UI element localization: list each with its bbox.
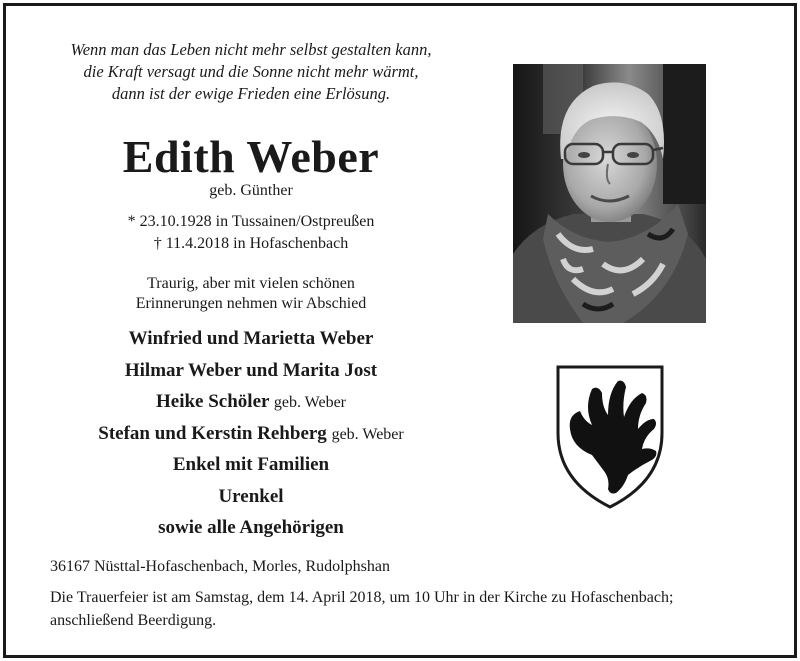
address: 36167 Nüsttal-Hofaschenbach, Morles, Rudolphshan (50, 558, 390, 575)
service-info (50, 586, 770, 632)
service-line: anschließend Beerdigung. (50, 612, 217, 629)
farewell-line: Erinnerungen nehmen wir Abschied (135, 295, 367, 312)
crest (554, 363, 666, 511)
deceased-name: Edith Weber (122, 131, 380, 182)
mourner-note: geb. Weber (273, 394, 347, 411)
poem-line: dann ist der ewige Frieden eine Erlösung. (111, 84, 391, 103)
maiden-name: geb. Günther (209, 182, 293, 199)
farewell-text (6, 274, 496, 314)
mourners-list (6, 323, 496, 544)
farewell-line: Traurig, aber mit vielen schönen (147, 275, 355, 292)
mourner-entry (6, 418, 496, 450)
portrait-photo (513, 64, 706, 323)
birth-date: * 23.10.1928 in Tussainen/Ostpreußen (127, 213, 375, 230)
obituary-notice (3, 3, 797, 658)
portrait-photo-icon (513, 64, 706, 323)
mourner-entry (6, 386, 496, 418)
mourner-entry (6, 512, 496, 544)
mourner-name: Winfried und Marietta Weber (128, 328, 374, 349)
mourner-name: Hilmar Weber und Marita Jost (124, 359, 378, 381)
poem-line: die Kraft versagt und die Sonne nicht mehr wärmt, (83, 62, 419, 81)
life-dates (6, 211, 496, 255)
mourner-name: Heike Schöler (155, 391, 270, 412)
mourner-name: Enkel mit Familien (172, 454, 330, 475)
death-date: † 11.4.2018 in Hofaschenbach (153, 235, 349, 252)
mourner-name: Stefan und Kerstin Rehberg (98, 422, 327, 444)
mourner-name: Urenkel (218, 485, 284, 507)
service-line: Die Trauerfeier ist am Samstag, dem 14. April 2018, um 10 Uhr in der Kirche zu Hofaschenbach; (50, 589, 674, 606)
mourner-entry (6, 355, 496, 387)
mourner-name: sowie alle Angehörigen (158, 517, 344, 538)
mourner-entry (6, 323, 496, 355)
elk-antler-shield-icon (554, 363, 666, 511)
mourner-note: geb. Weber (331, 425, 404, 443)
poem-line: Wenn man das Leben nicht mehr selbst gestalten kann, (70, 40, 432, 59)
mourner-entry (6, 481, 496, 513)
poem (6, 39, 496, 105)
mourner-entry (6, 449, 496, 481)
